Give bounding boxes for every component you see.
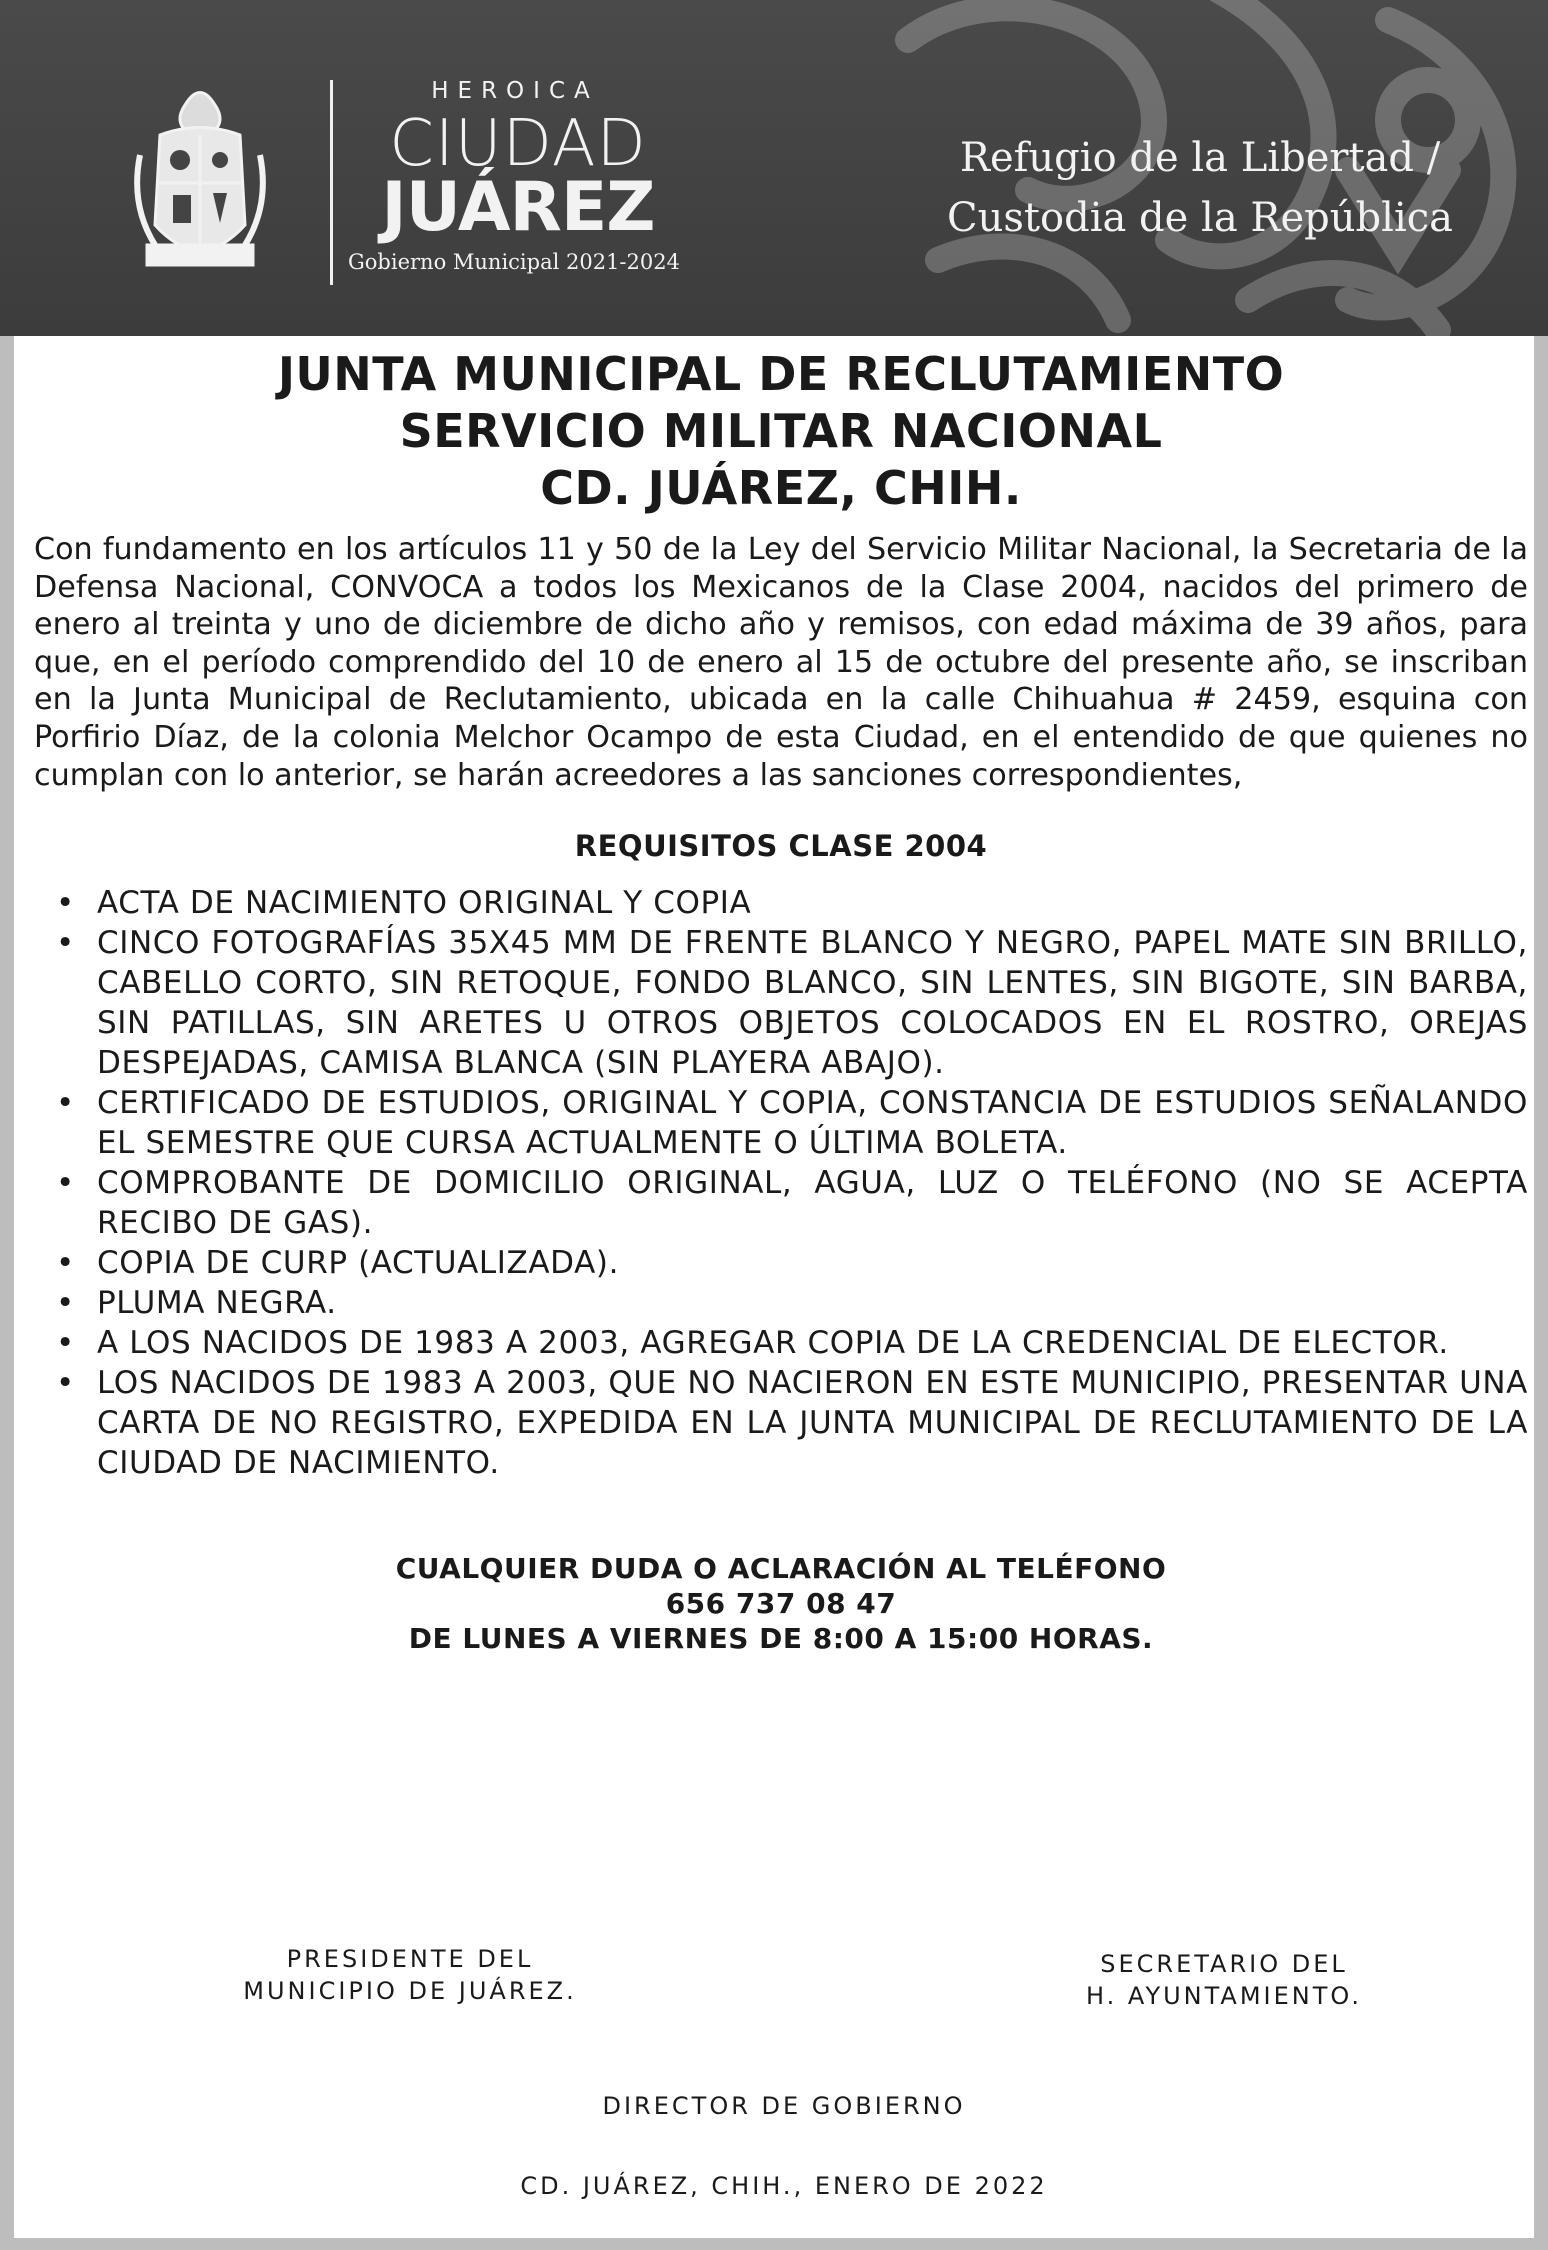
president-line-1: PRESIDENTE DEL (286, 1945, 534, 1973)
secretary-line-1: SECRETARIO DEL (1100, 1950, 1348, 1978)
intro-paragraph: Con fundamento en los artículos 11 y 50 de la Ley del Servicio Militar Nacional, la Secretaria de la Defensa Nacional, CONVOCA a todos los Mexicanos de la Clase 2004, nacidos del primero de enero al treinta y uno de diciembre de dicho año y remisos, con edad máxima de 39 años, para que, en el período comprendido del 10 de enero al 15 de octubre del presente año, se inscriban en la Junta Municipal de Reclutamiento, ubicada en la calle Chihuahua # 2459, esquina con Porfirio Díaz, de la colonia Melchor Ocampo de esta Ciudad, en el entendido de que quienes no cumplan con lo anterior, se harán acreedores a las sanciones correspondientes, (34, 532, 1528, 793)
requirement-text: COPIA DE CURP (ACTUALIZADA). (97, 1245, 620, 1282)
list-item (34, 1163, 1528, 1243)
requirement-text: LOS NACIDOS DE 1983 A 2003, QUE NO NACIERON EN ESTE MUNICIPIO, PRESENTAR UNA CARTA DE NO REGISTRO, EXPEDIDA EN LA JUNTA MUNICIPAL DE RECLUTAMIENTO DE LA CIUDAD DE NACIMIENTO. (97, 1365, 1528, 1482)
bullet-icon: • (56, 1365, 75, 1402)
title-line-2: SERVICIO MILITAR NACIONAL (399, 404, 1163, 458)
signature-secretary (1014, 1948, 1434, 2012)
title-line-3: CD. JUÁREZ, CHIH. (540, 461, 1022, 515)
title-line-1: JUNTA MUNICIPAL DE RECLUTAMIENTO (277, 347, 1285, 401)
requirements-list (34, 883, 1528, 1483)
requirement-text: CINCO FOTOGRAFÍAS 35X45 MM DE FRENTE BLANCO Y NEGRO, PAPEL MATE SIN BRILLO, CABELLO CORTO, SIN RETOQUE, FONDO BLANCO, SIN LENTES, SIN BIGOTE, SIN BARBA, SIN PATILLAS, SIN ARETES U OTROS OBJETOS COLOCADOS EN EL ROSTRO, OREJAS DESPEJADAS, CAMISA BLANCA (SIN PLAYERA ABAJO). (97, 925, 1528, 1082)
requirements-title: REQUISITOS CLASE 2004 (574, 829, 988, 864)
list-item (34, 1323, 1528, 1363)
contact-hours: DE LUNES A VIERNES DE 8:00 A 15:00 HORAS. (408, 1622, 1154, 1656)
motto-line-1: Refugio de la Libertad / (959, 135, 1441, 181)
requirement-text: PLUMA NEGRA. (97, 1285, 337, 1322)
contact-block (34, 1551, 1528, 1656)
brand-juarez: JUÁREZ (381, 168, 655, 247)
bullet-icon: • (56, 885, 75, 922)
list-item (34, 883, 1528, 923)
requirement-text: A LOS NACIDOS DE 1983 A 2003, AGREGAR COPIA DE LA CREDENCIAL DE ELECTOR. (97, 1325, 1449, 1362)
requirement-text: CERTIFICADO DE ESTUDIOS, ORIGINAL Y COPIA, CONSTANCIA DE ESTUDIOS SEÑALANDO EL SEMESTRE QUE CURSA ACTUALMENTE O ÚLTIMA BOLETA. (97, 1085, 1528, 1162)
motto-line-2: Custodia de la República (947, 195, 1453, 241)
bullet-icon: • (56, 1325, 75, 1362)
contact-line: CUALQUIER DUDA O ACLARACIÓN AL TELÉFONO (395, 1552, 1167, 1586)
list-item (34, 1243, 1528, 1283)
list-item (34, 1083, 1528, 1163)
signature-president (190, 1943, 630, 2007)
signature-director: DIRECTOR DE GOBIERNO (602, 2092, 966, 2120)
municipal-crest-icon (125, 75, 275, 285)
list-item (34, 923, 1528, 1083)
city-brand (348, 78, 688, 274)
contact-phone: 656 737 08 47 (665, 1587, 897, 1621)
bullet-icon: • (56, 1245, 75, 1282)
list-item (34, 1283, 1528, 1323)
bullet-icon: • (56, 1165, 75, 1202)
document-content (34, 336, 1528, 1656)
header-banner (0, 0, 1548, 336)
president-line-2: MUNICIPIO DE JUÁREZ. (243, 1977, 577, 2005)
brand-gobierno: Gobierno Municipal 2021-2024 (348, 250, 680, 274)
brand-ciudad: CIUDAD (389, 107, 647, 181)
page-title (34, 346, 1528, 517)
bullet-icon: • (56, 1085, 75, 1122)
motto (947, 128, 1453, 248)
brand-heroica: HEROICA (431, 78, 599, 104)
bullet-icon: • (56, 925, 75, 962)
list-item (34, 1363, 1528, 1483)
bullet-icon: • (56, 1285, 75, 1322)
requirement-text: COMPROBANTE DE DOMICILIO ORIGINAL, AGUA, LUZ O TELÉFONO (NO SE ACEPTA RECIBO DE GAS). (97, 1165, 1528, 1242)
place-date: CD. JUÁREZ, CHIH., ENERO DE 2022 (520, 2172, 1048, 2200)
secretary-line-2: H. AYUNTAMIENTO. (1086, 1982, 1362, 2010)
requirement-text: ACTA DE NACIMIENTO ORIGINAL Y COPIA (97, 885, 752, 922)
header-divider (330, 80, 333, 285)
